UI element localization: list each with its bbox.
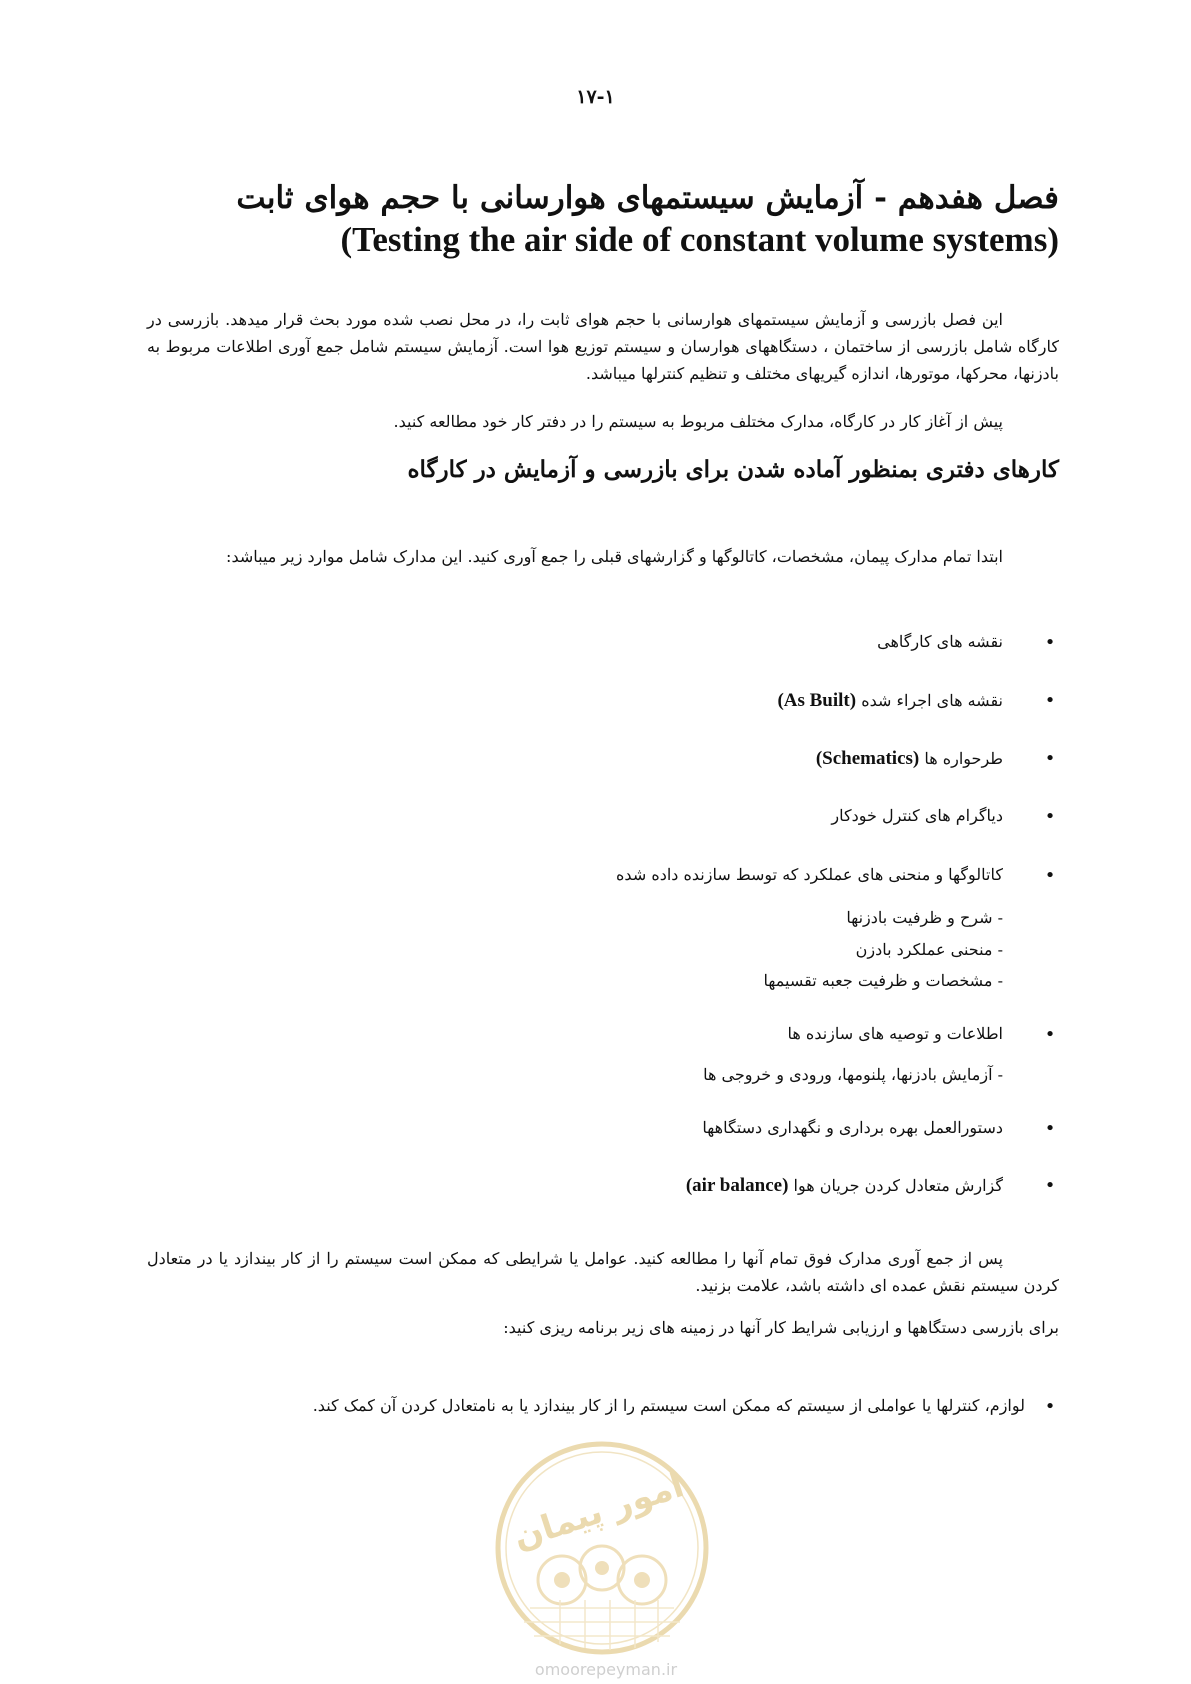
list-item-text: دیاگرام های کنترل خودکار <box>831 806 1003 825</box>
sub-list-item <box>147 971 1059 990</box>
sub-list-item-text: - منحنی عملکرد بادزن <box>855 940 1003 959</box>
chapter-title-persian: فصل هفدهم - آزمایش سیستمهای هوارسانی با حجم هوای ثابت <box>236 180 1059 216</box>
after-paragraph-1-text: پس از جمع آوری مدارک فوق تمام آنها را مطالعه کنید. عوامل یا شرایطی که ممکن است سیستم را از کار بیندازد یا در متعادل کردن سیستم نقش عمده ای داشته باشد، علامت بزنید. <box>147 1249 1059 1295</box>
list-item-text <box>147 1175 1059 1197</box>
sub-list-item-text: - آزمایش بادزنها، پلنومها، ورودی و خروجی ها <box>703 1065 1003 1084</box>
intro-paragraph-2-text: پیش از آغاز کار در کارگاه، مدارک مختلف مربوط به سیستم را در دفتر کار خود مطالعه کنید. <box>393 412 1003 431</box>
list-item-text-fa: طرحواره ها <box>924 749 1003 768</box>
sub-list-item <box>147 940 1059 959</box>
chapter-title-english: (Testing the air side of constant volume systems) <box>340 220 1059 259</box>
list-item <box>147 1396 1059 1415</box>
bullet-icon: • <box>1044 632 1056 653</box>
list-item-text-en: (As Built) <box>777 690 857 711</box>
bullet-icon: • <box>1044 865 1056 886</box>
sub-list-item <box>147 1065 1059 1084</box>
list-item-text: لوازم، کنترلها یا عواملی از سیستم که ممکن است سیستم را از کار بیندازد یا به نامتعادل کردن آن کمک کند. <box>312 1396 1025 1415</box>
list-item <box>147 748 1059 770</box>
bullet-icon: • <box>1044 1024 1056 1045</box>
page-number: ۱۷-۱ <box>576 86 615 108</box>
list-item-text: دستورالعمل بهره برداری و نگهداری دستگاهها <box>702 1118 1003 1137</box>
list-item-text: نقشه های کارگاهی <box>877 632 1003 651</box>
bullet-icon: • <box>1044 1396 1056 1417</box>
list-item <box>147 1118 1059 1137</box>
sub-list-item-text: - شرح و ظرفیت بادزنها <box>846 908 1003 927</box>
list-item <box>147 806 1059 825</box>
list-item-text-fa: نقشه های اجراء شده <box>861 691 1003 710</box>
list-item-text-en: (Schematics) <box>815 748 920 769</box>
after-paragraph-2 <box>147 1314 1059 1341</box>
watermark-url: omoorepeyman.ir <box>534 1660 678 1679</box>
list-item <box>147 632 1059 651</box>
intro-paragraph-2 <box>147 408 1059 435</box>
section-heading: کارهای دفتری بمنظور آماده شدن برای بازرسی و آزمایش در کارگاه <box>407 456 1059 483</box>
list-item <box>147 1175 1059 1197</box>
sub-list-item <box>147 908 1059 927</box>
watermark-seal-icon <box>490 1430 715 1665</box>
list-item-text-en: (air balance) <box>685 1175 789 1196</box>
bullet-icon: • <box>1044 1118 1056 1139</box>
list-item <box>147 865 1059 884</box>
after-paragraph-2-text: برای بازرسی دستگاهها و ارزیابی شرایط کار آنها در زمینه های زیر برنامه ریزی کنید: <box>503 1318 1059 1337</box>
list-item-text: اطلاعات و توصیه های سازنده ها <box>787 1024 1003 1043</box>
list-item <box>147 690 1059 712</box>
watermark-logo-text: امور پیمان <box>508 1465 689 1558</box>
list-item-text <box>147 748 1059 770</box>
intro-paragraph-text: این فصل بازرسی و آزمایش سیستمهای هوارسانی با حجم هوای ثابت را، در محل نصب شده مورد بحث قرار میدهد. بازرسی در کارگاه شامل بازرسی از ساختمان ، دستگاههای هوارسان و سیستم توزیع هوا است. آزمایش سیستم شامل جمع آوری اطلاعات مربوط به بادزنها، محرکها، موتورها، اندازه گیریهای مختلف و تنظیم کنترلها میباشد. <box>147 310 1060 383</box>
list-item-text <box>147 690 1059 712</box>
list-item-text-fa: گزارش متعادل کردن جریان هوا <box>793 1176 1003 1195</box>
bullet-icon: • <box>1044 1175 1056 1196</box>
list-item-text: کاتالوگها و منحنی های عملکرد که توسط سازنده داده شده <box>616 865 1003 884</box>
after-paragraph-1 <box>147 1245 1059 1299</box>
sub-list-item-text: - مشخصات و ظرفیت جعبه تقسیمها <box>763 971 1003 990</box>
bullet-icon: • <box>1044 690 1056 711</box>
documents-paragraph-text: ابتدا تمام مدارک پیمان، مشخصات، کاتالوگها و گزارشهای قبلی را جمع آوری کنید. این مدارک شامل موارد زیر میباشد: <box>226 547 1003 566</box>
bullet-icon: • <box>1044 806 1056 827</box>
bullet-icon: • <box>1044 748 1056 769</box>
intro-paragraph <box>147 306 1059 387</box>
list-item <box>147 1024 1059 1043</box>
documents-paragraph <box>147 543 1059 570</box>
